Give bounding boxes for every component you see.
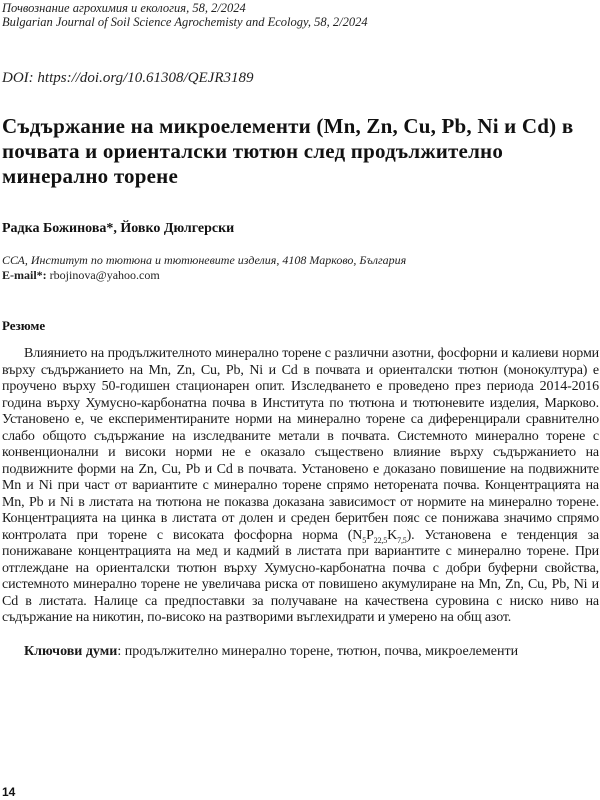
email-address[interactable]: rbojinova@yahoo.com	[46, 268, 160, 282]
keywords-text: : продължително минерално торене, тютюн, почва, микроелементи	[117, 644, 519, 659]
contact-email-line	[2, 268, 160, 282]
abstract-heading: Резюме	[2, 318, 46, 333]
paper-page	[2, 0, 598, 800]
fertilizer-formula: $N_5P_{22,5}K_{7,5}$	[352, 527, 407, 545]
article-title: Съдържание на микроелементи (Mn, Zn, Cu, Pb, Ni и Cd) в почвата и ориенталски тютюн след продължително минерално торене	[2, 114, 574, 188]
journal-name-english: Bulgarian Journal of Soil Science Agrochemisty and Ecology, 58, 2/2024	[2, 15, 368, 29]
email-label: E-mail*:	[2, 268, 47, 282]
abstract-text-part2: ). Установена е тенденция за понижаване концентрацията на мед и кадмий в листата при вариантите с минерално торене. При отглеждане на ориенталски тютюн върху Хумусно-карбонатна почва с добри буферни свойства, системното минерално торене не увеличава риска от повишено акумулиране на Mn, Zn, Cu, Pb, Ni и Cd в листата. Налице са предпоставки за получаване на качествена суровина с ниско ниво на съдържание на никотин, по-високо на разтворими въглехидрати и умерено на общ азот.	[2, 527, 599, 625]
author-affiliation: ССА, Институт по тютюна и тютюневите изделия, 4108 Марково, България	[2, 253, 407, 267]
journal-name-bulgarian: Почвознание агрохимия и екология, 58, 2/2024	[2, 1, 246, 15]
keywords-label: Ключови думи	[24, 644, 118, 659]
abstract-body	[2, 346, 599, 627]
page-number: 14	[2, 785, 16, 799]
doi-link[interactable]: DOI: https://doi.org/10.61308/QEJR3189	[2, 70, 254, 86]
author-list: Радка Божинова*, Йовко Дюлгерски	[2, 221, 235, 236]
abstract-text-part1: Влиянието на продължителното минерално торене с различни азотни, фосфорни и калиеви норми върху съдържанието на Mn, Zn, Cu, Pb, Ni и Cd в почвата и ориенталски тютюн (монокултура) е проучено върху 50-годишен стационарен опит. Изследването е проведено през периода 2014-2016 година върху Хумусно-карбонатна почва в Института по тютюна и тютюневите изделия, Марково. Установено е, че експериментираните норми на минерално торене са диференцирали сравнително слабо общото съдържание на изследваните метали в почвата. Системното минерално торене с конвенционални и високи норми не е оказало съществено влияние върху съдържанието на подвижните форми на Zn, Cu, Pb и Cd в почвата. Установено е доказано повишение на подвижните Mn и Ni при част от вариантите с минерално торене спрямо неторената почва. Концентрацията на Mn, Pb и Ni в листата на тютюна не показва доказана зависимост от нормите на минерално торене. Концентрацията на цинка в листата от долен и среден беритбен пояс се понижава значимо спрямо контролата при торене с високата фосфорна норма (	[2, 346, 599, 543]
keywords-line	[24, 644, 518, 661]
